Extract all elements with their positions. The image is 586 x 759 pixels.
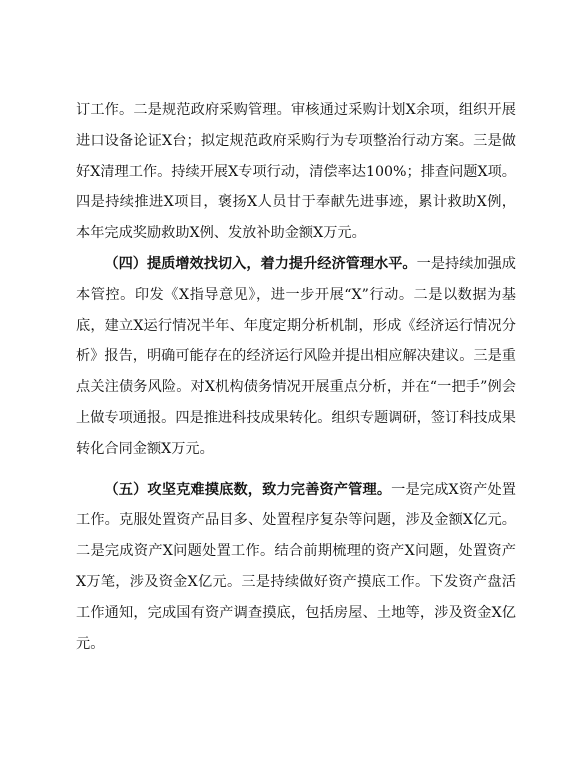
paragraph-section-five — [76, 475, 516, 660]
section-heading: （四）提质增效找切入，着力提升经济管理水平。 — [104, 255, 417, 272]
paragraph-continuation — [76, 95, 516, 249]
section-heading: （五）攻坚克难摸底数，致力完善资产管理。 — [104, 481, 392, 498]
paragraph-body: 一是完成X资产处置工作。克服处置资产品目多、处置程序复杂等问题，涉及金额X亿元。二是完成资产X问题处置工作。结合前期梳理的资产X问题，处置资产X万笔，涉及资金X亿元。三是持续做好资产摸底工作。下发资产盘活工作通知，完成国有资产调查摸底，包括房屋、土地等，涉及资金X亿元。 — [76, 481, 516, 652]
paragraph-section-four — [76, 249, 516, 465]
document-page — [76, 95, 516, 659]
paragraph-body: 订工作。二是规范政府采购管理。审核通过采购计划X余项，组织开展进口设备论证X台；拟定规范政府采购行为专项整治行动方案。三是做好X清理工作。持续开展X专项行动，清偿率达100%；排查问题X项。四是持续推进X项目，褒扬X人员甘于奉献先进事迹，累计救助X例，本年完成奖励救助X例、发放补助金额X万元。 — [76, 102, 516, 242]
paragraph-body: 一是持续加强成本管控。印发《X指导意见》，进一步开展“X”行动。二是以数据为基底，建立X运行情况半年、年度定期分析机制，形成《经济运行情况分析》报告，明确可能存在的经济运行风险并提出相应解决建议。三是重点关注债务风险。对X机构债务情况开展重点分析，并在“一把手”例会上做专项通报。四是推进科技成果转化。组织专题调研，签订科技成果转化合同金额X万元。 — [76, 255, 516, 457]
